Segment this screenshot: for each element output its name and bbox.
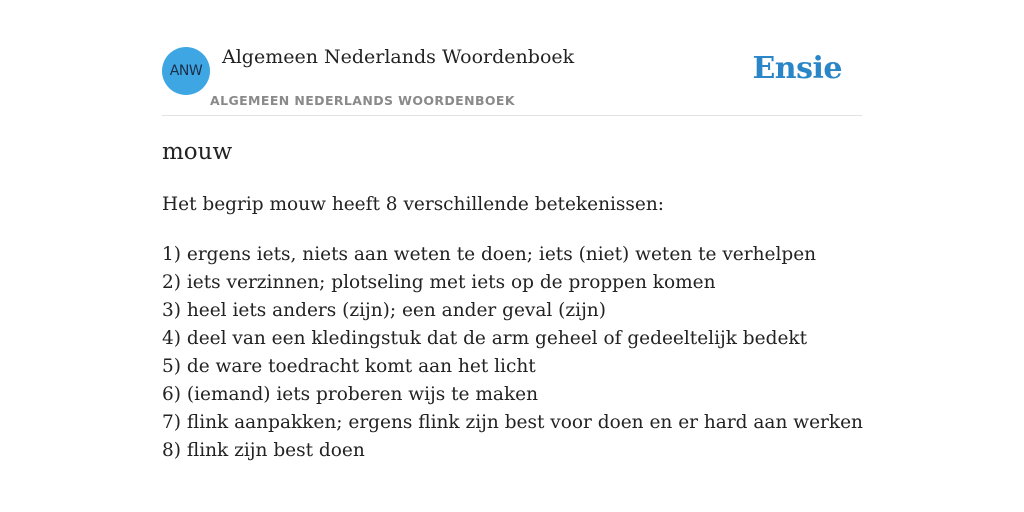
dictionary-logo[interactable]	[162, 47, 210, 95]
meaning-item: 8) flink zijn best doen	[162, 440, 365, 461]
entry-word: mouw	[162, 139, 233, 165]
ensie-brand-link[interactable]: Ensie	[752, 51, 842, 86]
logo-text: ANW	[169, 63, 203, 79]
meaning-item: 2) iets verzinnen; plotseling met iets op de proppen komen	[162, 272, 716, 293]
meaning-item: 7) flink aanpakken; ergens flink zijn best voor doen en er hard aan werken	[162, 412, 863, 433]
meaning-item: 4) deel van een kledingstuk dat de arm geheel of gedeeltelijk bedekt	[162, 328, 808, 349]
meanings-list	[162, 241, 863, 465]
meaning-item: 3) heel iets anders (zijn); een ander geval (zijn)	[162, 300, 606, 321]
dictionary-subtitle: ALGEMEEN NEDERLANDS WOORDENBOEK	[210, 93, 515, 108]
page-container	[162, 0, 863, 461]
entry-intro: Het begrip mouw heeft 8 verschillende betekenissen:	[162, 194, 664, 215]
dictionary-title[interactable]: Algemeen Nederlands Woordenboek	[222, 46, 575, 68]
meaning-item: 1) ergens iets, niets aan weten te doen; iets (niet) weten te verhelpen	[162, 244, 817, 265]
meaning-item: 6) (iemand) iets proberen wijs te maken	[162, 384, 539, 405]
meaning-item: 5) de ware toedracht komt aan het licht	[162, 356, 536, 377]
dictionary-header	[162, 0, 862, 116]
